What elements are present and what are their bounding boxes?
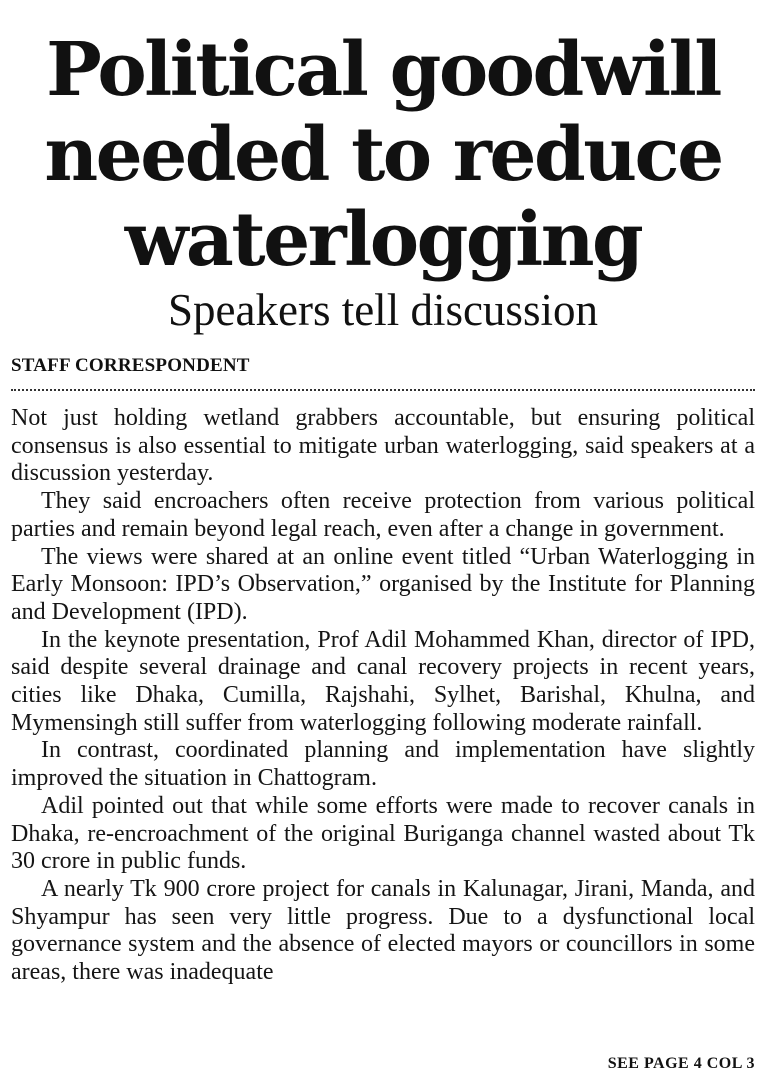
headline-line-3: waterlogging (124, 197, 642, 283)
article-body (11, 405, 755, 987)
article-paragraph-3: The views were shared at an online event titled “Urban Waterlogging in Early Monsoon: IPD’s Observation,” organised by the Institute for Planning and Development (IPD). (11, 543, 755, 625)
headline (10, 28, 756, 283)
article-paragraph-6: Adil pointed out that while some efforts were made to recover canals in Dhaka, re-encroachment of the original Buriganga channel wasted about Tk 30 crore in public funds. (11, 792, 755, 875)
headline-line-1: Political goodwill (46, 27, 720, 113)
article-paragraph-1: Not just holding wetland grabbers accountable, but ensuring political consensus is also essential to mitigate urban waterlogging, said speakers at a discussion yesterday. (11, 405, 755, 487)
jump-reference: SEE PAGE 4 COL 3 (607, 1055, 755, 1072)
article-paragraph-2: They said encroachers often receive protection from various political parties and remain beyond legal reach, even after a change in government. (11, 488, 755, 542)
byline: STAFF CORRESPONDENT (11, 355, 250, 376)
article-paragraph-4: In the keynote presentation, Prof Adil Mohammed Khan, director of IPD, said despite several drainage and canal recovery projects in recent years, cities like Dhaka, Cumilla, Rajshahi, Sylhet, Barishal, Khulna, and Mymensingh still suffer from waterlogging following moderate rainfall. (11, 626, 755, 736)
article-paragraph-7: A nearly Tk 900 crore project for canals in Kalunagar, Jirani, Manda, and Shyampur has seen very little progress. Due to a dysfunctional local governance system and the absence of elected mayors or councillors in some areas, there was inadequate (11, 875, 755, 986)
subheadline: Speakers tell discussion (168, 285, 598, 335)
dotted-divider (11, 389, 755, 391)
headline-line-2: needed to reduce (44, 112, 722, 198)
article-paragraph-5: In contrast, coordinated planning and implementation have slightly improved the situation in Chattogram. (11, 737, 755, 792)
